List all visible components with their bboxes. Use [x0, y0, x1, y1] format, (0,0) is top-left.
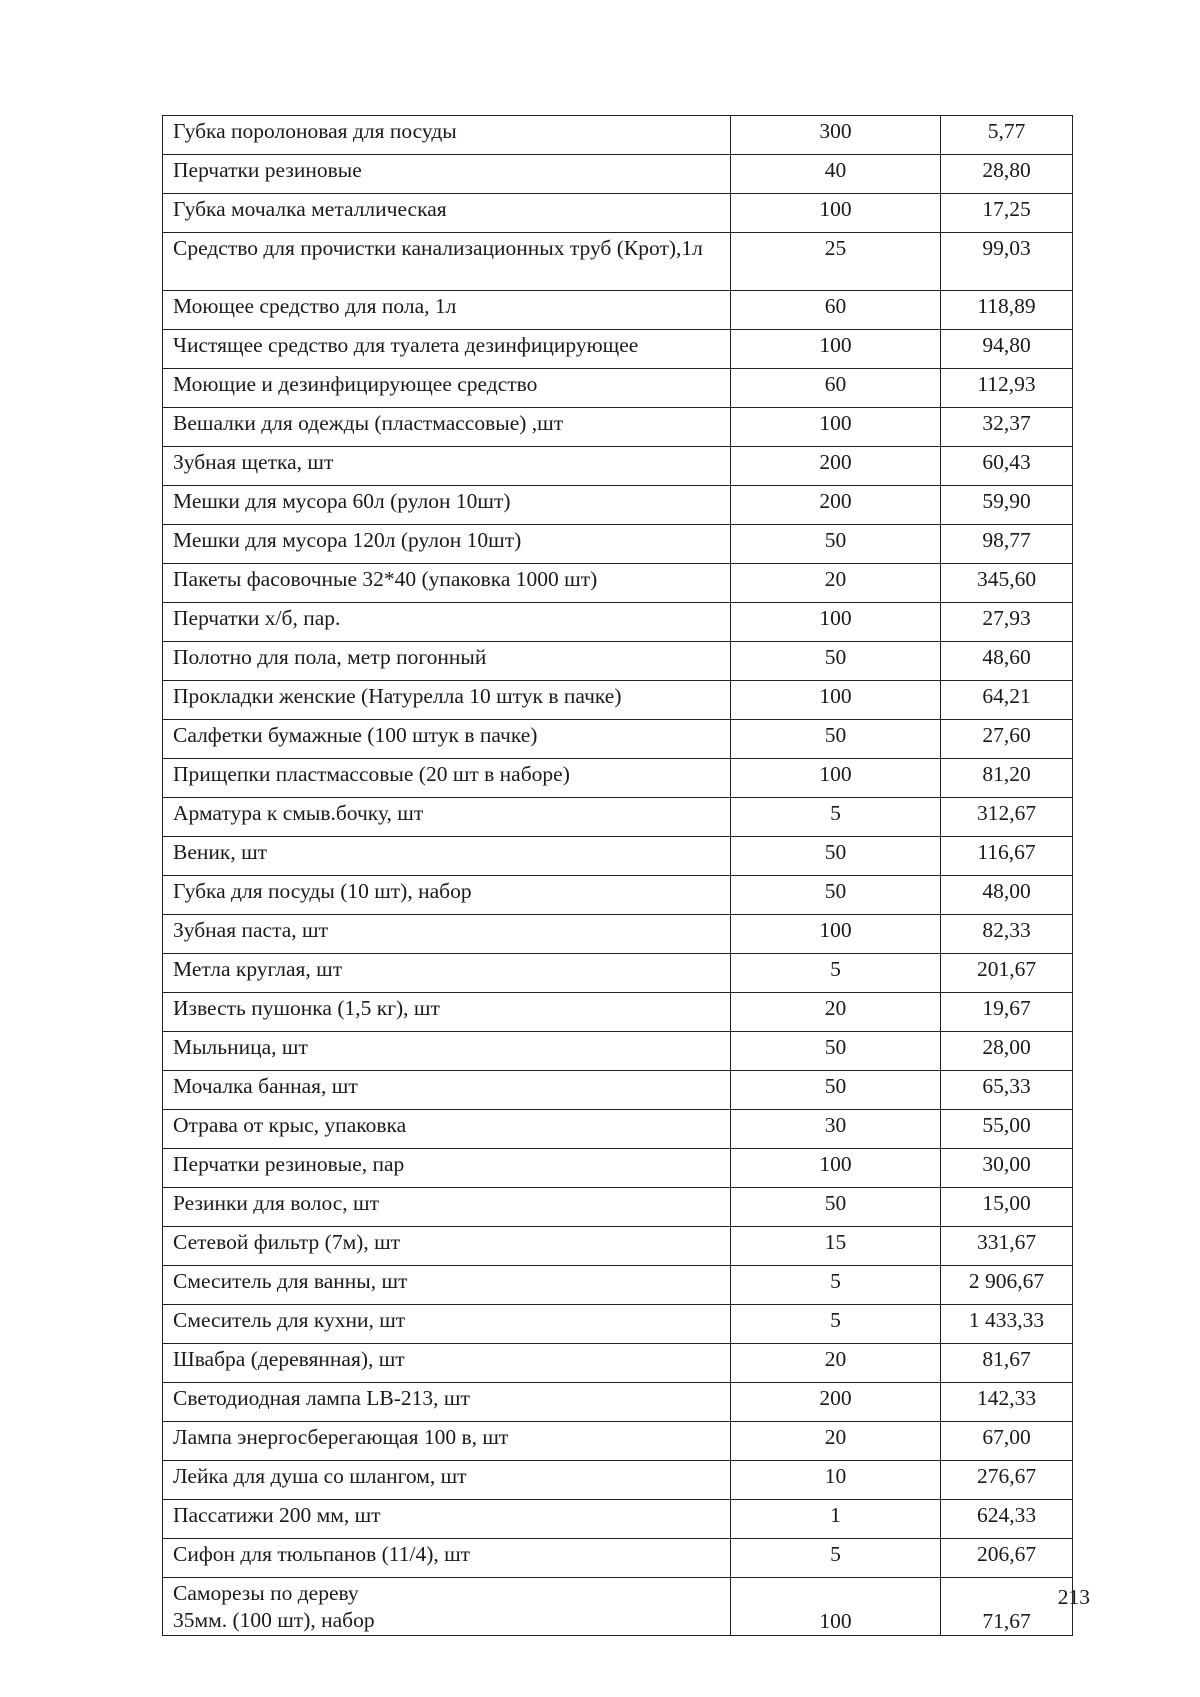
- table-row: [163, 1500, 1073, 1539]
- item-quantity-cell: 50: [731, 1071, 941, 1110]
- item-name-cell: Моющее средство для пола, 1л: [163, 291, 731, 330]
- item-name-cell: Смеситель для ванны, шт: [163, 1266, 731, 1305]
- table-row: [163, 915, 1073, 954]
- item-name-cell: Пакеты фасовочные 32*40 (упаковка 1000 шт): [163, 564, 731, 603]
- item-price-cell: 116,67: [941, 837, 1073, 876]
- item-name-cell: Швабра (деревянная), шт: [163, 1344, 731, 1383]
- item-quantity-cell: 60: [731, 291, 941, 330]
- item-price-cell: 28,00: [941, 1032, 1073, 1071]
- item-name-cell: Зубная паста, шт: [163, 915, 731, 954]
- table-row: [163, 681, 1073, 720]
- item-name-cell: Метла круглая, шт: [163, 954, 731, 993]
- table-row: [163, 642, 1073, 681]
- item-quantity-cell: 20: [731, 993, 941, 1032]
- item-quantity-cell: 100: [731, 1149, 941, 1188]
- item-name-cell: Губка для посуды (10 шт), набор: [163, 876, 731, 915]
- table-row: [163, 291, 1073, 330]
- table-row: [163, 1461, 1073, 1500]
- item-quantity-cell: 100: [731, 1578, 941, 1636]
- item-price-cell: 67,00: [941, 1422, 1073, 1461]
- item-price-cell: 81,20: [941, 759, 1073, 798]
- item-name-cell: Сифон для тюльпанов (11/4), шт: [163, 1539, 731, 1578]
- item-name-cell: Мочалка банная, шт: [163, 1071, 731, 1110]
- item-name-cell: Сетевой фильтр (7м), шт: [163, 1227, 731, 1266]
- item-quantity-cell: 5: [731, 954, 941, 993]
- item-quantity-cell: 5: [731, 1266, 941, 1305]
- item-quantity-cell: 50: [731, 876, 941, 915]
- item-name-cell: Прокладки женские (Натурелла 10 штук в пачке): [163, 681, 731, 720]
- item-price-cell: 27,93: [941, 603, 1073, 642]
- item-price-cell: 71,67: [941, 1578, 1073, 1636]
- item-price-cell: 19,67: [941, 993, 1073, 1032]
- item-quantity-cell: 50: [731, 642, 941, 681]
- item-name-cell: Перчатки резиновые: [163, 155, 731, 194]
- table-row: [163, 408, 1073, 447]
- table-row: [163, 1188, 1073, 1227]
- item-name-cell: Смеситель для кухни, шт: [163, 1305, 731, 1344]
- item-quantity-cell: 20: [731, 1422, 941, 1461]
- item-quantity-cell: 100: [731, 759, 941, 798]
- item-name-cell: Мыльница, шт: [163, 1032, 731, 1071]
- item-name-cell: Губка мочалка металлическая: [163, 194, 731, 233]
- item-quantity-cell: 30: [731, 1110, 941, 1149]
- item-name-cell: Средство для прочистки канализационных труб (Крот),1л: [163, 233, 731, 291]
- item-price-cell: 55,00: [941, 1110, 1073, 1149]
- item-price-cell: 64,21: [941, 681, 1073, 720]
- table-row: [163, 1071, 1073, 1110]
- item-price-cell: 345,60: [941, 564, 1073, 603]
- item-name-cell: Полотно для пола, метр погонный: [163, 642, 731, 681]
- item-name-cell: Моющие и дезинфицирующее средство: [163, 369, 731, 408]
- table-row: [163, 194, 1073, 233]
- page-number: 213: [1057, 1585, 1090, 1609]
- item-price-cell: 1 433,33: [941, 1305, 1073, 1344]
- item-name-cell: Губка поролоновая для посуды: [163, 116, 731, 155]
- item-price-cell: 2 906,67: [941, 1266, 1073, 1305]
- item-name-cell: Перчатки х/б, пар.: [163, 603, 731, 642]
- item-quantity-cell: 10: [731, 1461, 941, 1500]
- item-name-cell: Вешалки для одежды (пластмассовые) ,шт: [163, 408, 731, 447]
- item-quantity-cell: 1: [731, 1500, 941, 1539]
- item-name-cell: Салфетки бумажные (100 штук в пачке): [163, 720, 731, 759]
- table-row: [163, 1383, 1073, 1422]
- item-price-cell: 59,90: [941, 486, 1073, 525]
- item-quantity-cell: 50: [731, 1188, 941, 1227]
- table-row: [163, 720, 1073, 759]
- item-quantity-cell: 50: [731, 837, 941, 876]
- item-quantity-cell: 50: [731, 1032, 941, 1071]
- table-row: [163, 330, 1073, 369]
- table-row: [163, 116, 1073, 155]
- item-price-cell: 312,67: [941, 798, 1073, 837]
- table-row: [163, 954, 1073, 993]
- item-quantity-cell: 50: [731, 720, 941, 759]
- item-quantity-cell: 100: [731, 915, 941, 954]
- item-price-cell: 48,00: [941, 876, 1073, 915]
- table-row: [163, 876, 1073, 915]
- item-quantity-cell: 15: [731, 1227, 941, 1266]
- item-name-cell: Светодиодная лампа LB-213, шт: [163, 1383, 731, 1422]
- item-name-cell: Мешки для мусора 120л (рулон 10шт): [163, 525, 731, 564]
- item-price-cell: 142,33: [941, 1383, 1073, 1422]
- table-row: [163, 525, 1073, 564]
- supplies-table: [162, 115, 1073, 1636]
- item-quantity-cell: 200: [731, 1383, 941, 1422]
- table-row: [163, 798, 1073, 837]
- item-price-cell: 624,33: [941, 1500, 1073, 1539]
- item-quantity-cell: 20: [731, 564, 941, 603]
- item-name-cell: Арматура к смыв.бочку, шт: [163, 798, 731, 837]
- item-price-cell: 28,80: [941, 155, 1073, 194]
- item-price-cell: 112,93: [941, 369, 1073, 408]
- table-row: [163, 233, 1073, 291]
- table-row: [163, 155, 1073, 194]
- table-row: [163, 1578, 1073, 1636]
- item-price-cell: 17,25: [941, 194, 1073, 233]
- item-quantity-cell: 60: [731, 369, 941, 408]
- item-price-cell: 60,43: [941, 447, 1073, 486]
- item-name-cell: Саморезы по дереву 35мм. (100 шт), набор: [163, 1578, 731, 1636]
- item-price-cell: 99,03: [941, 233, 1073, 291]
- table-row: [163, 1422, 1073, 1461]
- item-name-cell: Резинки для волос, шт: [163, 1188, 731, 1227]
- table-row: [163, 1032, 1073, 1071]
- item-quantity-cell: 100: [731, 603, 941, 642]
- item-name-cell: Пассатижи 200 мм, шт: [163, 1500, 731, 1539]
- table-row: [163, 447, 1073, 486]
- item-name-cell: Зубная щетка, шт: [163, 447, 731, 486]
- item-quantity-cell: 100: [731, 681, 941, 720]
- table-row: [163, 1344, 1073, 1383]
- table-row: [163, 486, 1073, 525]
- item-price-cell: 5,77: [941, 116, 1073, 155]
- item-name-cell: Лейка для душа со шлангом, шт: [163, 1461, 731, 1500]
- item-quantity-cell: 200: [731, 486, 941, 525]
- item-price-cell: 201,67: [941, 954, 1073, 993]
- item-quantity-cell: 100: [731, 194, 941, 233]
- table-row: [163, 837, 1073, 876]
- item-quantity-cell: 5: [731, 1539, 941, 1578]
- table-row: [163, 1149, 1073, 1188]
- item-price-cell: 206,67: [941, 1539, 1073, 1578]
- item-quantity-cell: 300: [731, 116, 941, 155]
- item-name-cell: Веник, шт: [163, 837, 731, 876]
- item-price-cell: 98,77: [941, 525, 1073, 564]
- item-price-cell: 331,67: [941, 1227, 1073, 1266]
- item-price-cell: 27,60: [941, 720, 1073, 759]
- table-row: [163, 759, 1073, 798]
- table-row: [163, 1539, 1073, 1578]
- item-quantity-cell: 100: [731, 408, 941, 447]
- item-name-cell: Лампа энергосберегающая 100 в, шт: [163, 1422, 731, 1461]
- item-name-cell: Мешки для мусора 60л (рулон 10шт): [163, 486, 731, 525]
- item-name-cell: Чистящее средство для туалета дезинфицирующее: [163, 330, 731, 369]
- item-quantity-cell: 200: [731, 447, 941, 486]
- item-price-cell: 48,60: [941, 642, 1073, 681]
- item-name-cell: Отрава от крыс, упаковка: [163, 1110, 731, 1149]
- item-price-cell: 32,37: [941, 408, 1073, 447]
- table-row: [163, 993, 1073, 1032]
- item-price-cell: 94,80: [941, 330, 1073, 369]
- item-quantity-cell: 25: [731, 233, 941, 291]
- item-price-cell: 30,00: [941, 1149, 1073, 1188]
- item-quantity-cell: 5: [731, 798, 941, 837]
- item-name-cell: Прищепки пластмассовые (20 шт в наборе): [163, 759, 731, 798]
- table-row: [163, 1305, 1073, 1344]
- item-name-cell: Перчатки резиновые, пар: [163, 1149, 731, 1188]
- item-price-cell: 81,67: [941, 1344, 1073, 1383]
- table-row: [163, 564, 1073, 603]
- item-price-cell: 276,67: [941, 1461, 1073, 1500]
- item-price-cell: 15,00: [941, 1188, 1073, 1227]
- table-row: [163, 1266, 1073, 1305]
- table-row: [163, 603, 1073, 642]
- item-quantity-cell: 50: [731, 525, 941, 564]
- table-row: [163, 369, 1073, 408]
- table-row: [163, 1110, 1073, 1149]
- item-quantity-cell: 5: [731, 1305, 941, 1344]
- item-name-cell: Известь пушонка (1,5 кг), шт: [163, 993, 731, 1032]
- item-quantity-cell: 100: [731, 330, 941, 369]
- item-price-cell: 82,33: [941, 915, 1073, 954]
- item-price-cell: 65,33: [941, 1071, 1073, 1110]
- item-quantity-cell: 40: [731, 155, 941, 194]
- item-quantity-cell: 20: [731, 1344, 941, 1383]
- item-price-cell: 118,89: [941, 291, 1073, 330]
- table-row: [163, 1227, 1073, 1266]
- supplies-table-body: [163, 116, 1073, 1636]
